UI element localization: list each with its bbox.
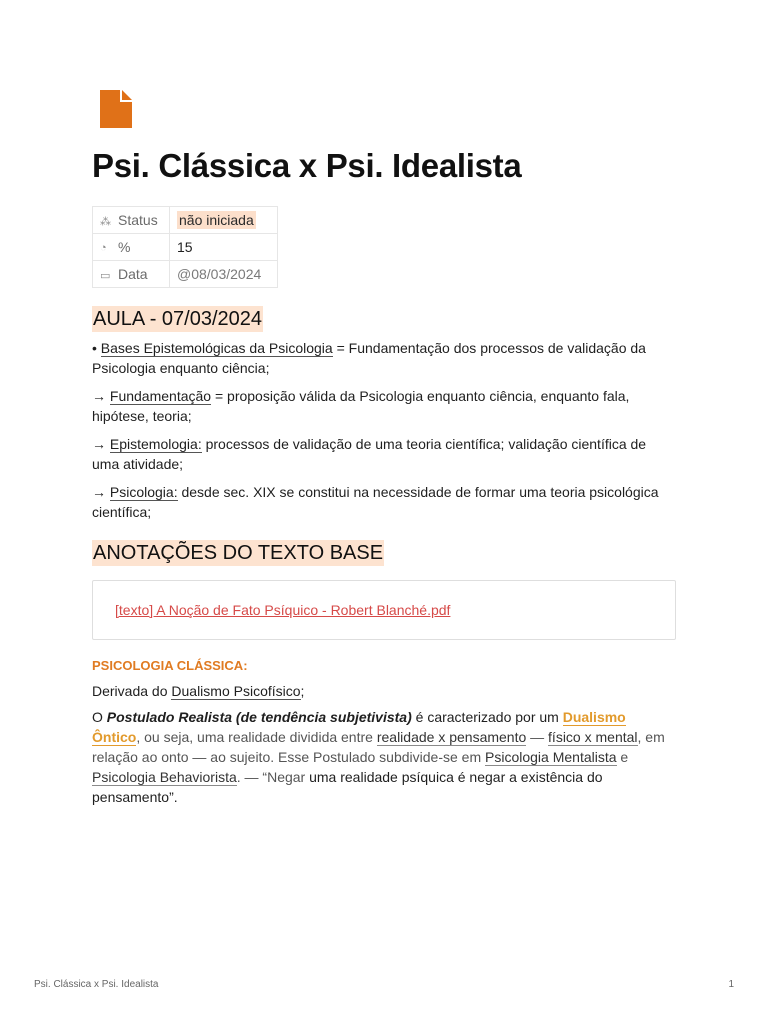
section-heading-anotacoes: ANOTAÇÕES DO TEXTO BASE [93,542,384,564]
term: Fundamentação [109,388,212,404]
properties-table [92,206,278,288]
paragraph: • Bases Epistemológicas da Psicologia = Fundamentação dos processos de validação da Psicologia enquanto ciência; [92,340,646,376]
section-heading-aula: AULA - 07/03/2024 [93,308,263,330]
status-badge: não iniciada [179,212,254,228]
property-label: Status [118,212,158,228]
document-icon[interactable] [100,90,134,130]
term: físico x mental [548,729,638,745]
property-label: % [118,239,131,255]
property-key [93,261,170,288]
postulado-term: Postulado Realista (de tendência subjetivista) [106,709,412,725]
page-title: Psi. Clássica x Psi. Idealista [92,147,522,184]
property-label: Data [118,266,148,282]
term: realidade x pensamento [376,729,527,745]
term: Psicologia: [109,484,178,500]
section-label-classica: PSICOLOGIA CLÁSSICA: [92,658,248,673]
paragraph: → Epistemologia: processos de validação de uma teoria científica; validação científica de uma atividade; [92,436,647,472]
property-value[interactable]: 15 [170,234,278,261]
dualismo-ontico-term: Dualismo Ôntico [92,709,626,745]
timer-icon: ◔ [100,242,107,255]
term: Psicologia Mentalista [485,749,617,765]
property-value[interactable] [170,207,278,234]
footer-doc-title: Psi. Clássica x Psi. Idealista [34,979,159,990]
property-row-status[interactable] [93,207,278,234]
paragraph: → Fundamentação = proposição válida da Psicologia enquanto ciência, enquanto fala, hipótese, teoria; [92,388,630,424]
property-key [93,234,170,261]
term: Epistemologia: [109,436,202,452]
footer-page-number: 1 [728,979,734,990]
property-row-percent[interactable] [93,234,278,261]
term: Psicologia Behaviorista [92,769,237,785]
page-content [92,90,676,807]
term: Dualismo Psicofísico [171,683,301,699]
file-callout [92,580,676,640]
term: Bases Epistemológicas da Psicologia [100,340,333,356]
property-row-date[interactable] [93,261,278,288]
paragraph: Derivada do Dualismo Psicofísico; [92,683,305,699]
calendar-icon: ▭ [100,269,111,282]
file-link[interactable]: [texto] A Noção de Fato Psíquico - Robert Blanché.pdf [115,602,451,618]
property-value[interactable]: @08/03/2024 [170,261,278,288]
property-key [93,207,170,234]
paragraph: → Psicologia: desde sec. XIX se constitui na necessidade de formar uma teoria psicológica científica; [92,484,659,520]
paragraph: O Postulado Realista (de tendência subjetivista) é caracterizado por um Dualismo Ôntico, ou seja, uma realidade dividida entre realidade x pensamento — físico x mental, em relação ao onto — ao sujeito. Esse Postulado subdivide-se em Psicologia Mentalista e Psicologia Behaviorista. — “Negar uma realidade psíquica é negar a existência do pensamento”. [92,709,665,805]
loading-icon: ⁂ [100,215,111,228]
